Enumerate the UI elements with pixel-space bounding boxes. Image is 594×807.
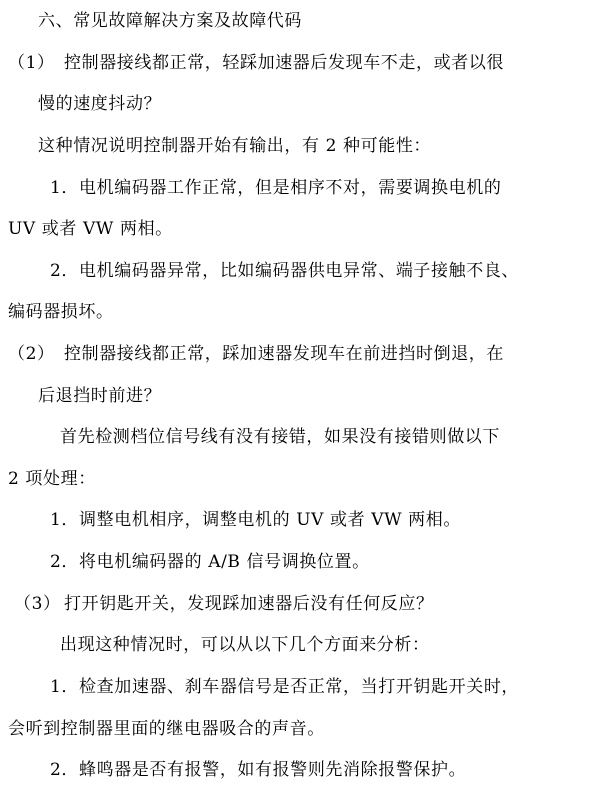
question-2-intro-line-1: 首先检测档位信号线有没有接错，如果没有接错则做以下 — [60, 427, 500, 447]
question-2-item-1: 1．调整电机相序，调整电机的 UV 或者 VW 两相。 — [50, 510, 461, 530]
question-3-label: （3） — [14, 594, 61, 614]
question-1-line-2: 慢的速度抖动？ — [38, 94, 162, 114]
question-2-line-2: 后退挡时前进？ — [38, 386, 162, 406]
question-2-intro-line-2: 2 项处理： — [8, 469, 96, 489]
question-1-item-1-line-1: 1．电机编码器工作正常，但是相序不对，需要调换电机的 — [50, 178, 502, 198]
question-1-item-2-line-1: 2．电机编码器异常，比如编码器供电异常、端子接触不良、 — [50, 261, 520, 281]
question-3-item-2: 2．蜂鸣器是否有报警，如有报警则先消除报警保护。 — [50, 760, 467, 780]
question-1-item-1-line-2: UV 或者 VW 两相。 — [8, 219, 173, 239]
question-2-label: （2） — [8, 344, 55, 364]
question-1-intro: 这种情况说明控制器开始有输出，有 2 种可能性： — [38, 136, 432, 156]
question-1-line-1: 控制器接线都正常，轻踩加速器后发现车不走，或者以很 — [64, 53, 504, 73]
question-3-line-1: 打开钥匙开关，发现踩加速器后没有任何反应？ — [64, 594, 434, 614]
question-2-line-1: 控制器接线都正常，踩加速器发现车在前进挡时倒退，在 — [64, 344, 504, 364]
question-3-item-1-line-2: 会听到控制器里面的继电器吸合的声音。 — [8, 719, 325, 739]
question-3-item-1-line-1: 1．检查加速器、刹车器信号是否正常，当打开钥匙开关时， — [50, 677, 520, 697]
question-3-intro: 出现这种情况时，可以从以下几个方面来分析： — [60, 635, 430, 655]
question-1-label: （1） — [8, 53, 55, 73]
question-1-item-2-line-2: 编码器损坏。 — [8, 302, 114, 322]
question-2-item-2: 2．将电机编码器的 A/B 信号调换位置。 — [50, 552, 370, 572]
section-heading: 六、常见故障解决方案及故障代码 — [38, 11, 302, 31]
